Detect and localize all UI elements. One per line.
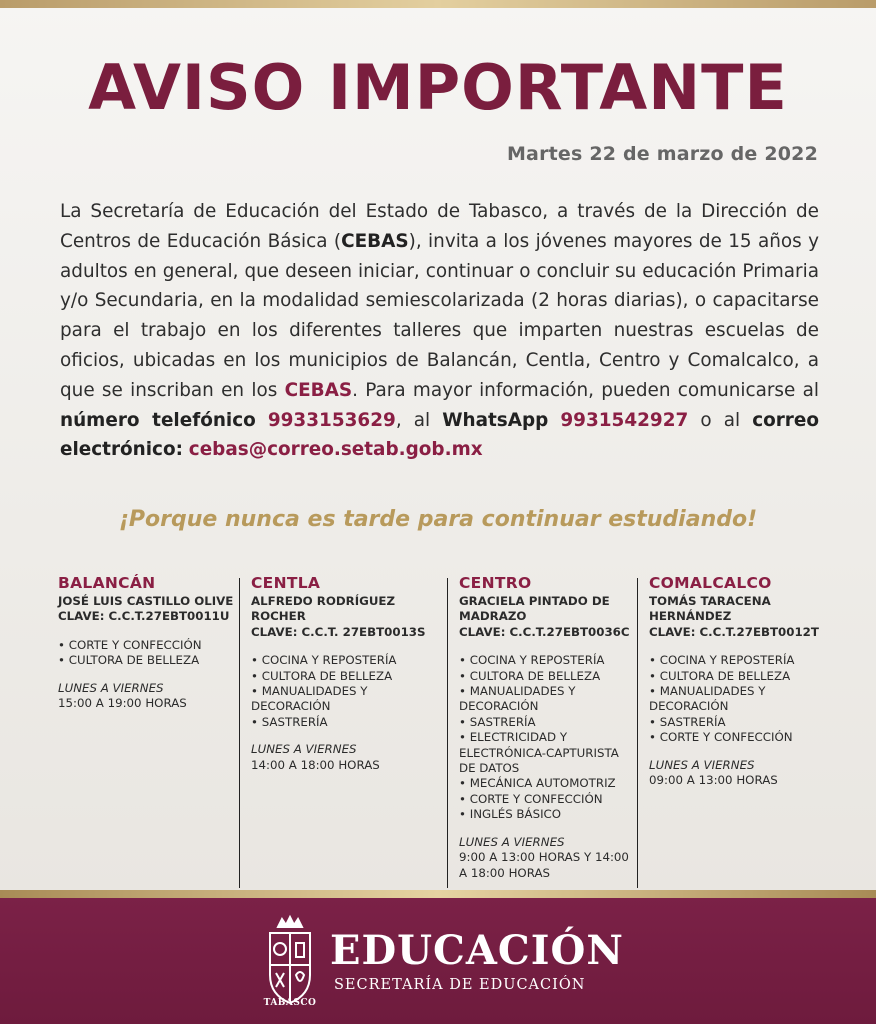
course-list: [58, 638, 238, 669]
column-divider: [239, 578, 240, 888]
slogan: ¡Porque nunca es tarde para continuar estudiando!: [118, 507, 758, 532]
course-item: • MANUALIDADES Y DECORACIÓN: [251, 684, 441, 715]
column-responsible: GRACIELA PINTADO DE MADRAZO: [459, 594, 610, 624]
course-item: • SASTRERÍA: [251, 715, 441, 730]
schedule-days: LUNES A VIERNES: [58, 680, 164, 695]
course-item: • CORTE Y CONFECCIÓN: [459, 792, 634, 807]
schedule-hours: 9:00 A 13:00 HORAS Y 14:00 A 18:00 HORAS: [459, 850, 629, 880]
brand-subtitle: SECRETARÍA DE EDUCACIÓN: [334, 977, 586, 993]
course-list: [459, 653, 634, 822]
column-clave: CLAVE: C.C.T.27EBT0012T: [649, 624, 819, 639]
column-balancan: [58, 572, 238, 711]
top-gold-border: [0, 0, 876, 8]
column-centla: [251, 572, 441, 773]
column-name: CENTRO: [459, 574, 532, 592]
course-list: [251, 653, 441, 730]
column-divider: [637, 578, 638, 888]
course-item: • INGLÉS BÁSICO: [459, 807, 634, 822]
course-item: • MANUALIDADES Y DECORACIÓN: [459, 684, 634, 715]
column-responsible: TOMÁS TARACENA HERNÁNDEZ: [649, 594, 771, 624]
course-item: • CULTORA DE BELLEZA: [58, 653, 238, 668]
brand-title: EDUCACIÓN: [330, 927, 624, 974]
course-item: • ELECTRICIDAD Y ELECTRÓNICA-CAPTURISTA DE DATOS: [459, 730, 634, 776]
column-responsible: ALFREDO RODRÍGUEZ ROCHER: [251, 594, 396, 624]
course-item: • COCINA Y REPOSTERÍA: [251, 653, 441, 668]
course-item: • CORTE Y CONFECCIÓN: [649, 730, 827, 745]
course-item: • MECÁNICA AUTOMOTRIZ: [459, 776, 634, 791]
course-item: • COCINA Y REPOSTERÍA: [459, 653, 634, 668]
body-text-4: , al: [395, 409, 443, 431]
body-text-5: o al: [688, 409, 753, 431]
schools-columns: [58, 572, 828, 888]
schedule-days: LUNES A VIERNES: [459, 834, 565, 849]
course-item: • SASTRERÍA: [459, 715, 634, 730]
course-item: • MANUALIDADES Y DECORACIÓN: [649, 684, 827, 715]
course-item: • CULTORA DE BELLEZA: [649, 669, 827, 684]
email-link[interactable]: cebas@correo.setab.gob.mx: [188, 439, 483, 461]
course-item: • CULTORA DE BELLEZA: [459, 669, 634, 684]
phone-label: número telefónico: [60, 409, 256, 431]
body-text-2: ), invita a los jóvenes mayores de 15 años y adultos en general, que deseen iniciar, continuar o concluir su educación Primaria y/o Secundaria, en la modalidad semiescolarizada (2 horas diarias), o capacitarse para el trabajo en los diferentes talleres que imparten nuestras escuelas de oficios, ubicadas en los municipios de Balancán, Centla, Centro y Comalcalco, a que se inscriban en los: [60, 230, 819, 401]
column-clave: CLAVE: C.C.T. 27EBT0013S: [251, 624, 426, 639]
course-item: • COCINA Y REPOSTERÍA: [649, 653, 827, 668]
schedule-hours: 15:00 A 19:00 HORAS: [58, 696, 187, 711]
column-clave: CLAVE: C.C.T.27EBT0011U: [58, 609, 230, 624]
phone-number[interactable]: 9933153629: [267, 409, 396, 431]
cebas-accent: CEBAS: [284, 379, 353, 401]
body-text-1: La Secretaría de Educación del Estado de Tabasco, a través de la Dirección de Centros de Educación Básica (: [60, 201, 819, 252]
course-item: • CULTORA DE BELLEZA: [251, 669, 441, 684]
column-divider: [447, 578, 448, 888]
column-responsible: JOSÉ LUIS CASTILLO OLIVE: [58, 594, 234, 608]
course-list: [649, 653, 827, 745]
footer-gold-border: [0, 890, 876, 898]
whatsapp-number[interactable]: 9931542927: [560, 409, 689, 431]
course-item: • SASTRERÍA: [649, 715, 827, 730]
column-name: BALANCÁN: [58, 574, 156, 592]
column-comalcalco: [649, 572, 827, 788]
footer-banner: [0, 898, 876, 1024]
schedule-hours: 14:00 A 18:00 HORAS: [251, 757, 380, 772]
page-title: AVISO IMPORTANTE: [88, 51, 788, 124]
cebas-bold: CEBAS: [341, 230, 409, 252]
notice-date: Martes 22 de marzo de 2022: [506, 143, 818, 165]
notice-body: [60, 197, 819, 465]
schedule-days: LUNES A VIERNES: [649, 757, 755, 772]
body-text-3: . Para mayor información, pueden comunicarse al: [352, 379, 819, 401]
column-name: CENTLA: [251, 574, 321, 592]
column-name: COMALCALCO: [649, 574, 772, 592]
course-item: • CORTE Y CONFECCIÓN: [58, 638, 238, 653]
column-clave: CLAVE: C.C.T.27EBT0036C: [459, 624, 630, 639]
schedule-hours: 09:00 A 13:00 HORAS: [649, 773, 778, 788]
whatsapp-label: WhatsApp: [442, 409, 549, 431]
crest-label: TABASCO: [263, 998, 317, 1008]
schedule-days: LUNES A VIERNES: [251, 742, 357, 757]
email-label: correo electrónico:: [60, 409, 819, 461]
column-centro: [459, 572, 634, 881]
